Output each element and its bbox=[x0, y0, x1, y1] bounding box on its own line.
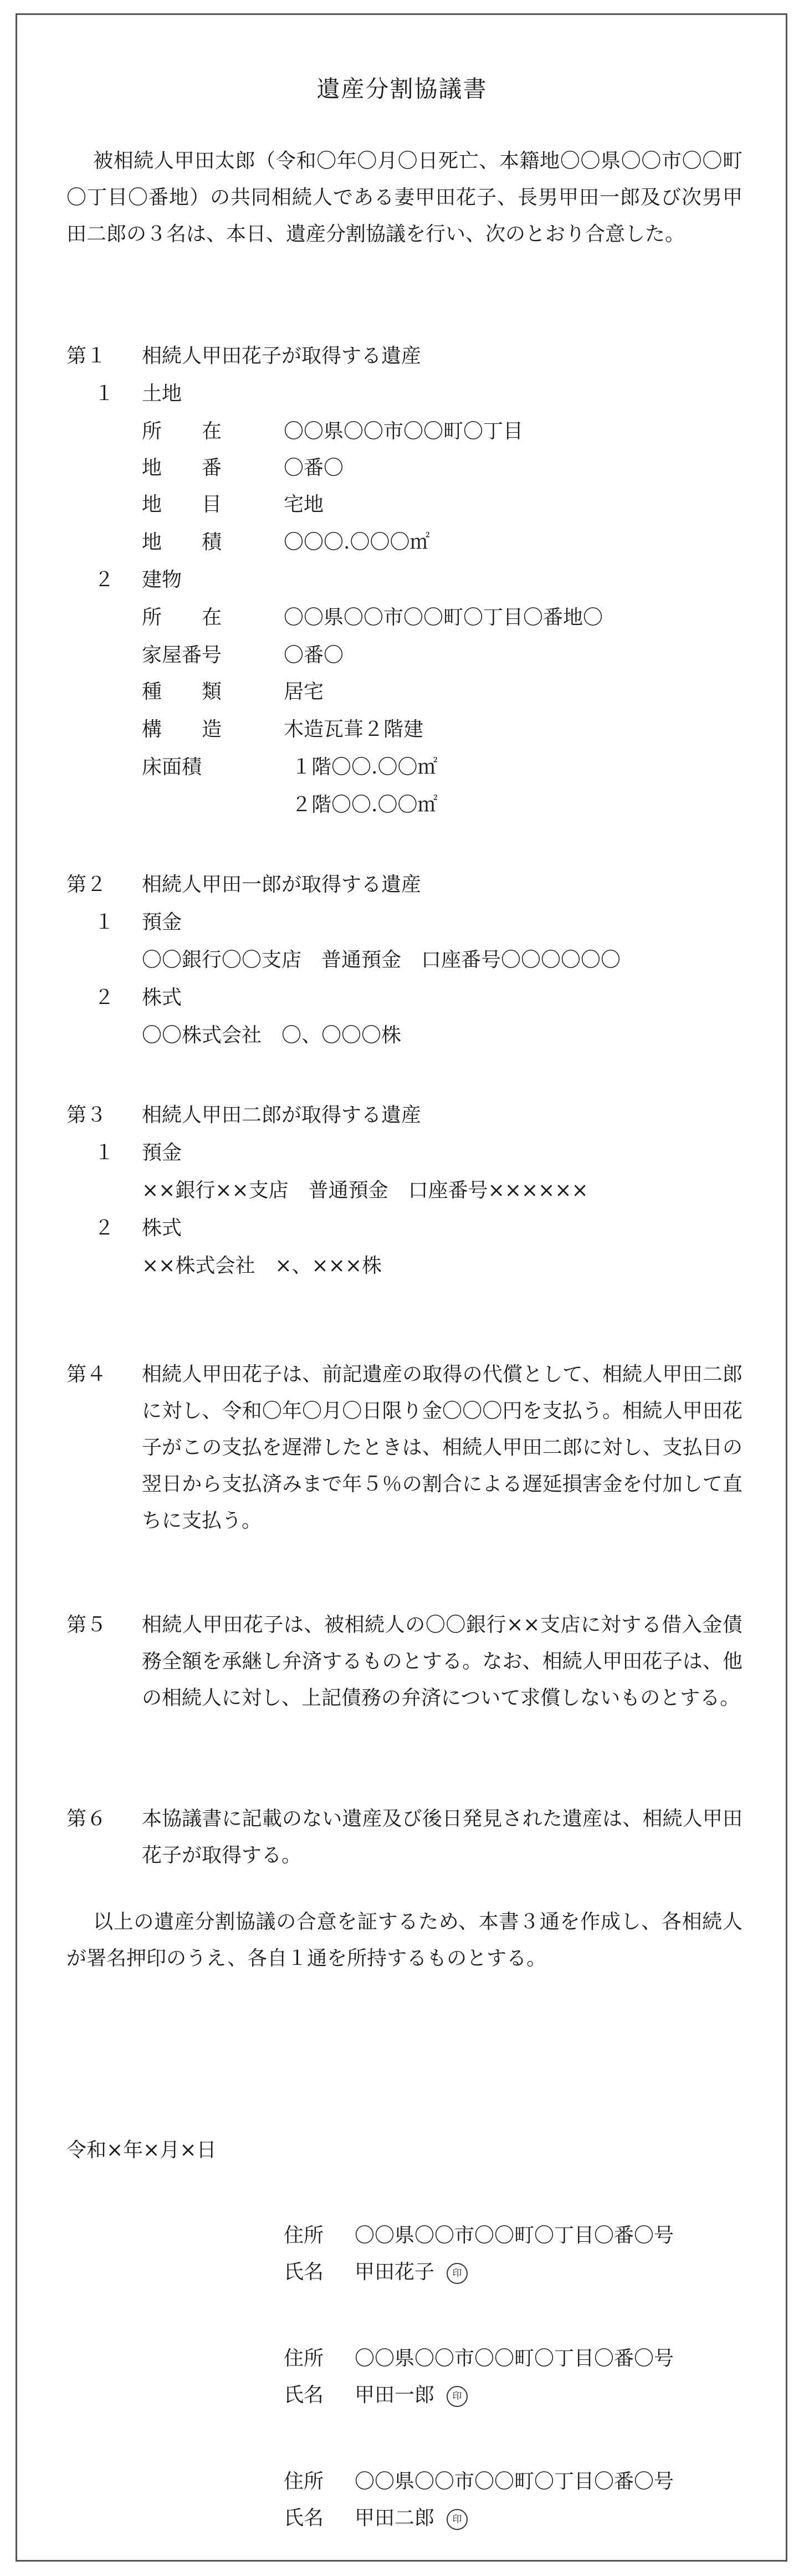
building-floor-area-key: 床面積 bbox=[142, 756, 202, 779]
article-1-number: 第１ bbox=[66, 345, 107, 367]
article-3-heading: 相続人甲田二郎が取得する遺産 bbox=[142, 1104, 422, 1126]
document-title: 遺産分割協議書 bbox=[316, 75, 488, 103]
building-structure-value: 木造瓦葺２階建 bbox=[284, 718, 424, 741]
land-lot-number-value: 〇番〇 bbox=[284, 457, 344, 479]
signatory-1-name-line bbox=[355, 2259, 468, 2286]
article-2-item-1-number: １ bbox=[94, 911, 115, 934]
signatory-3-seal: 印 bbox=[447, 2509, 468, 2530]
building-house-number-key: 家屋番号 bbox=[142, 644, 222, 667]
article-2-stock-detail: 〇〇株式会社 〇、〇〇〇株 bbox=[142, 1024, 402, 1047]
article-6-number: 第６ bbox=[66, 1807, 107, 1830]
article-1-heading: 相続人甲田花子が取得する遺産 bbox=[142, 345, 422, 367]
signatory-2-name-line bbox=[355, 2382, 468, 2409]
signatory-3-name: 甲田二郎 bbox=[355, 2507, 435, 2529]
signatory-2-address-label: 住所 bbox=[284, 2347, 324, 2370]
article-6-text: 本協議書に記載のない遺産及び後日発見された遺産は、相続人甲田花子が取得する。 bbox=[142, 1807, 742, 1867]
signatory-1-name: 甲田花子 bbox=[355, 2261, 435, 2283]
land-location-value: 〇〇県〇〇市〇〇町〇丁目 bbox=[284, 420, 524, 443]
signatory-2-seal: 印 bbox=[447, 2386, 468, 2407]
article-2-number: 第２ bbox=[66, 873, 107, 896]
article-3-item-2-number: ２ bbox=[94, 1217, 115, 1240]
land-area-value: 〇〇〇.〇〇〇㎡ bbox=[284, 531, 430, 554]
signatory-3-address: 〇〇県〇〇市〇〇町〇丁目〇番〇号 bbox=[355, 2470, 674, 2493]
land-category-key: 地 目 bbox=[142, 493, 222, 516]
building-floor-area-2f: ２階〇〇.〇〇㎡ bbox=[291, 793, 438, 816]
land-category-value: 宅地 bbox=[284, 493, 324, 516]
article-3-number: 第３ bbox=[66, 1104, 107, 1126]
article-3-item-2-label: 株式 bbox=[142, 1217, 182, 1240]
article-4-number: 第４ bbox=[66, 1363, 107, 1386]
signatory-1-address-label: 住所 bbox=[284, 2224, 324, 2247]
article-2-item-2-number: ２ bbox=[94, 986, 115, 1009]
article-1-item-1-label: 土地 bbox=[142, 382, 182, 405]
signatory-3-name-label: 氏名 bbox=[284, 2507, 324, 2529]
building-structure-key: 構 造 bbox=[142, 718, 222, 741]
building-type-value: 居宅 bbox=[284, 680, 324, 703]
signatory-3-address-label: 住所 bbox=[284, 2470, 324, 2493]
article-3-stock-detail: ××株式会社 ×、×××株 bbox=[142, 1254, 382, 1277]
building-location-value: 〇〇県〇〇市〇〇町〇丁目〇番地〇 bbox=[284, 606, 603, 629]
article-5-number: 第５ bbox=[66, 1614, 107, 1636]
signatory-2-name-label: 氏名 bbox=[284, 2384, 324, 2406]
article-2-item-2-label: 株式 bbox=[142, 986, 182, 1009]
article-2-item-1-label: 預金 bbox=[142, 911, 182, 934]
agreement-date: 令和×年×月×日 bbox=[66, 2139, 217, 2162]
land-lot-number-key: 地 番 bbox=[142, 457, 222, 479]
article-2-deposit-detail: 〇〇銀行〇〇支店 普通預金 口座番号〇〇〇〇〇〇 bbox=[142, 949, 621, 971]
article-3-item-1-label: 預金 bbox=[142, 1141, 182, 1164]
article-3-deposit-detail: ××銀行××支店 普通預金 口座番号×××××× bbox=[142, 1179, 588, 1202]
article-5-text: 相続人甲田花子は、被相続人の〇〇銀行××支店に対する借入金債務全額を承継し弁済するものとする。なお、相続人甲田花子は、他の相続人に対し、上記債務の弁済について求償しないものとする。 bbox=[142, 1614, 742, 1709]
signatory-2-name: 甲田一郎 bbox=[355, 2384, 435, 2406]
signatory-3-name-line bbox=[355, 2505, 468, 2532]
land-location-key: 所 在 bbox=[142, 420, 222, 443]
building-floor-area-1f: １階〇〇.〇〇㎡ bbox=[291, 756, 438, 779]
building-house-number-value: 〇番〇 bbox=[284, 644, 344, 667]
land-area-key: 地 積 bbox=[142, 531, 222, 554]
article-2-heading: 相続人甲田一郎が取得する遺産 bbox=[142, 873, 422, 896]
signatory-2-address: 〇〇県〇〇市〇〇町〇丁目〇番〇号 bbox=[355, 2347, 674, 2370]
closing-paragraph: 以上の遺産分割協議の合意を証するため、本書３通を作成し、各相続人が署名押印のうえ、各自１通を所持するものとする。 bbox=[66, 1911, 742, 1970]
signatory-1-seal: 印 bbox=[447, 2263, 468, 2284]
preamble-paragraph: 被相続人甲田太郎（令和〇年〇月〇日死亡、本籍地〇〇県〇〇市〇〇町〇丁目〇番地）の共同相続人である妻甲田花子、長男甲田一郎及び次男甲田二郎の３名は、本日、遺産分割協議を行い、次のとおり合意した。 bbox=[66, 150, 742, 245]
building-type-key: 種 類 bbox=[142, 680, 222, 703]
building-location-key: 所 在 bbox=[142, 606, 222, 629]
article-1-item-2-number: ２ bbox=[94, 569, 115, 591]
article-1-item-2-label: 建物 bbox=[142, 569, 182, 591]
signatory-1-address: 〇〇県〇〇市〇〇町〇丁目〇番〇号 bbox=[355, 2224, 674, 2247]
article-3-item-1-number: １ bbox=[94, 1141, 115, 1164]
article-4-text: 相続人甲田花子は、前記遺産の取得の代償として、相続人甲田二郎に対し、令和〇年〇月〇日限り金〇〇〇円を支払う。相続人甲田花子がこの支払を遅滞したときは、相続人甲田二郎に対し、支払日の翌日から支払済みまで年５％の割合による遅延損害金を付加して直ちに支払う。 bbox=[142, 1363, 742, 1532]
signatory-1-name-label: 氏名 bbox=[284, 2261, 324, 2283]
article-1-item-1-number: １ bbox=[94, 382, 115, 405]
